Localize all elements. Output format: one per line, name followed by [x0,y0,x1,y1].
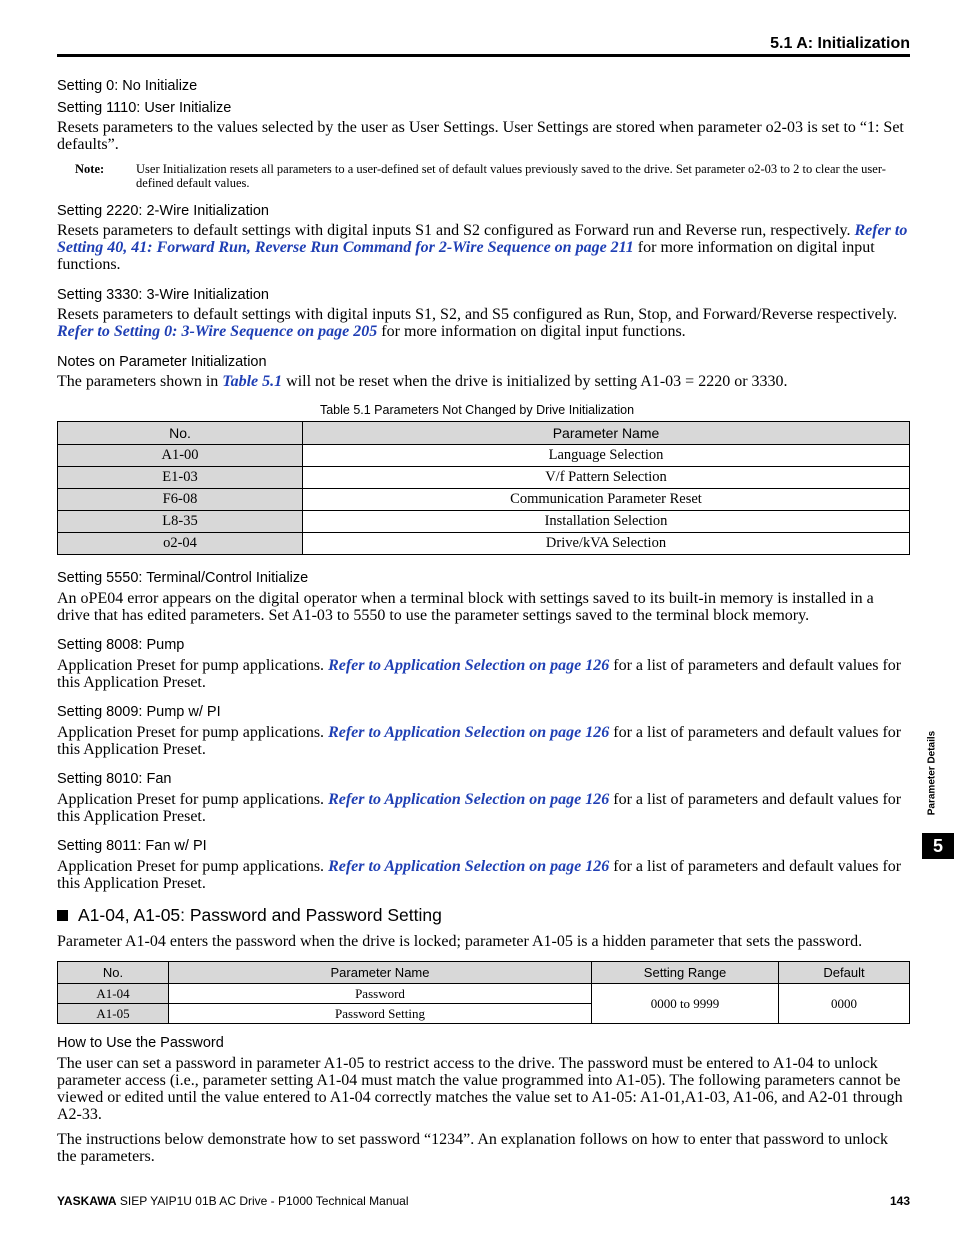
table-header-parameter-name: Parameter Name [303,422,910,445]
table-caption: Table 5.1 Parameters Not Changed by Drive Initialization [319,403,635,417]
table-row [58,511,910,533]
note-text: User Initialization resets all parameters to a user-defined set of default values previously saved to the drive. Set parameter o2-03 to 2 to clear the user-defined default values. [136,162,886,190]
cell-no: o2-04 [58,533,303,555]
footer-doc-title: YASKAWA SIEP YAIP1U 01B AC Drive - P1000 Technical Manual [57,1194,409,1208]
setting-2220-text: Resets parameters to default settings with digital inputs S1 and S2 configured as Forward run and Reverse run, respectively. Refer to Setting 40, 41: Forward Run, Reverse Run Command for 2-Wire Sequence on page 211 for more information on digital input functions. [57,222,908,273]
table-header-setting-range: Setting Range [592,962,779,984]
table-row [58,445,910,467]
cell-no: F6-08 [58,489,303,511]
xref-link-3-wire-sequence[interactable]: Refer to Setting 0: 3-Wire Sequence on page 205 [57,323,378,340]
brand-name: YASKAWA [57,1194,117,1208]
heading-setting-5550: Setting 5550: Terminal/Control Initialize [57,570,309,586]
cell-parameter-name: Language Selection [303,445,910,467]
heading-setting-8009: Setting 8009: Pump w/ PI [57,704,221,720]
heading-setting-8008: Setting 8008: Pump [57,637,185,653]
cell-default: 0000 [779,984,910,1024]
side-tab-parameter-details: Parameter Details [926,730,938,816]
page-number: 143 [889,1194,910,1208]
table-header-no: No. [58,422,303,445]
setting-8010-text: Application Preset for pump applications. Refer to Application Selection on page 126 for a list of parameters and default values for this Application Preset. [57,791,902,825]
cell-parameter-name: Drive/kVA Selection [303,533,910,555]
xref-link-application-selection[interactable]: Refer to Application Selection on page 126 [328,858,610,875]
table-row [58,489,910,511]
setting-1110-text: Resets parameters to the values selected by the user as User Settings. User Settings are stored when parameter o2-03 is set to “1: Set defaults”. [57,119,904,153]
table-row [58,467,910,489]
cell-no: A1-00 [58,445,303,467]
table-header-no: No. [58,962,169,984]
password-section-text: Parameter A1-04 enters the password when the drive is locked; parameter A1-05 is a hidden parameter that sets the password. [57,933,863,950]
password-section-heading: A1-04, A1-05: Password and Password Setting [57,905,442,926]
parameters-table [57,421,910,555]
cell-no: E1-03 [58,467,303,489]
table-header-default: Default [779,962,910,984]
setting-5550-text: An oPE04 error appears on the digital operator when a terminal block with settings saved to its built-in memory is installed in a drive that has edited parameters. Set A1-03 to 5550 to use the parameter settings saved to the terminal block memory. [57,590,874,624]
xref-link-application-selection[interactable]: Refer to Application Selection on page 126 [328,657,610,674]
cell-no: L8-35 [58,511,303,533]
cell-parameter-name: Password Setting [169,1004,592,1024]
cell-parameter-name: Installation Selection [303,511,910,533]
cell-parameter-name: Communication Parameter Reset [303,489,910,511]
cell-parameter-name: Password [169,984,592,1004]
cell-setting-range: 0000 to 9999 [592,984,779,1024]
notes-init-text: The parameters shown in Table 5.1 will not be reset when the drive is initialized by setting A1-03 = 2220 or 3330. [57,373,788,390]
cell-no: A1-04 [58,984,169,1004]
xref-link-table-5-1[interactable]: Table 5.1 [222,373,283,390]
setting-8009-text: Application Preset for pump applications. Refer to Application Selection on page 126 for a list of parameters and default values for this Application Preset. [57,724,902,758]
heading-setting-1110: Setting 1110: User Initialize [57,100,232,116]
how-to-text-2: The instructions below demonstrate how to set password “1234”. An explanation follows on how to enter that password to unlock the parameters. [57,1131,888,1165]
heading-setting-3330: Setting 3330: 3-Wire Initialization [57,287,269,303]
heading-setting-8010: Setting 8010: Fan [57,771,172,787]
heading-setting-8011: Setting 8011: Fan w/ PI [57,838,207,854]
cell-no: A1-05 [58,1004,169,1024]
table-header-parameter-name: Parameter Name [169,962,592,984]
heading-how-to-use-password: How to Use the Password [57,1035,224,1051]
cell-parameter-name: V/f Pattern Selection [303,467,910,489]
heading-notes-init: Notes on Parameter Initialization [57,354,267,370]
table-row [58,533,910,555]
setting-8011-text: Application Preset for pump applications. Refer to Application Selection on page 126 for a list of parameters and default values for this Application Preset. [57,858,902,892]
xref-link-application-selection[interactable]: Refer to Application Selection on page 126 [328,791,610,808]
xref-link-setting-40-41[interactable]: Refer to Setting 40, 41: Forward Run, Reverse Run Command for 2-Wire Sequence on page 211 [57,222,908,256]
header-rule [57,54,910,57]
how-to-text-1: The user can set a password in parameter A1-05 to restrict access to the drive. The password must be entered to A1-04 to unlock parameter access (i.e., parameter setting A1-04 must match the value programmed into A1-05). The following parameters cannot be viewed or edited until the value entered to A1-04 correctly matches the value set to A1-05: A1-01,A1-03, A1-06, and A2-01 through A2-33. [57,1055,903,1123]
setting-3330-text: Resets parameters to default settings with digital inputs S1, S2, and S5 configured as Run, Stop, and Forward/Reverse respectively. Refer to Setting 0: 3-Wire Sequence on page 205 for more information on digital input functions. [57,306,898,340]
square-bullet-icon [57,910,68,921]
table-row [58,984,910,1004]
xref-link-application-selection[interactable]: Refer to Application Selection on page 126 [328,724,610,741]
heading-setting-2220: Setting 2220: 2-Wire Initialization [57,203,269,219]
password-table [57,961,910,1024]
chapter-number-badge: 5 [922,833,954,859]
heading-setting-0: Setting 0: No Initialize [57,78,198,94]
setting-8008-text: Application Preset for pump applications. Refer to Application Selection on page 126 for a list of parameters and default values for this Application Preset. [57,657,902,691]
section-title: 5.1 A: Initialization [770,35,910,52]
note-label: Note: [75,162,105,176]
